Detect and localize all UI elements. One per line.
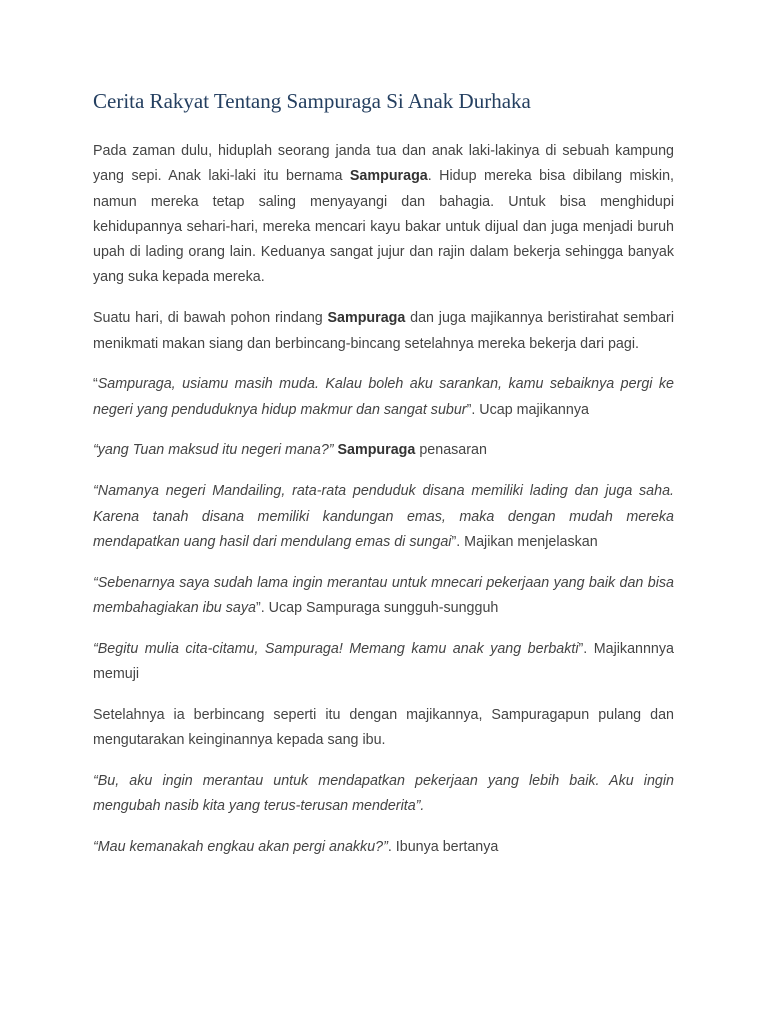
paragraph-6-dialogue: “Sebenarnya saya sudah lama ingin merantau untuk mnecari pekerjaan yang baik dan bisa membahagiakan ibu saya xyxy=(93,574,674,616)
paragraph-5-attribution: ”. Majikan menjelaskan xyxy=(451,533,598,550)
paragraph-4-text-c: penasaran xyxy=(415,442,487,459)
paragraph-4-name-bold: Sampuraga xyxy=(333,442,416,459)
paragraph-10-dialogue: “Mau kemanakah engkau akan pergi anakku?” xyxy=(93,839,388,856)
paragraph-5-dialogue: “Namanya negeri Mandailing, rata-rata penduduk disana memiliki lading dan juga saha. Karena tanah disana memiliki kandungan emas, maka dengan mudah mereka mendapatkan uang hasil dari mendulang emas di sungai xyxy=(93,483,674,550)
document-page xyxy=(93,88,674,876)
paragraph-1-name-bold: Sampuraga xyxy=(349,168,428,185)
paragraph-10-attribution: . Ibunya bertanya xyxy=(387,839,499,856)
paragraph-3 xyxy=(93,372,674,423)
paragraph-3-open-quote: “ xyxy=(93,376,98,393)
paragraph-6-attribution: ”. Ucap Sampuraga sungguh-sungguh xyxy=(255,599,499,616)
paragraph-3-dialogue: Sampuraga, usiamu masih muda. Kalau boleh aku sarankan, kamu sebaiknya pergi ke negeri yang penduduknya hidup makmur dan sangat subur xyxy=(93,376,674,418)
paragraph-2-text-a: Suatu hari, di bawah pohon rindang xyxy=(93,310,328,327)
paragraph-3-attribution: ”. Ucap majikannya xyxy=(466,401,589,418)
paragraph-2-name-bold: Sampuraga xyxy=(327,310,406,327)
paragraph-4 xyxy=(93,438,674,463)
paragraph-7 xyxy=(93,637,674,688)
paragraph-4-dialogue: “yang Tuan maksud itu negeri mana?” xyxy=(93,442,334,459)
paragraph-7-dialogue: “Begitu mulia cita-citamu, Sampuraga! Memang kamu anak yang berbakti xyxy=(93,640,579,657)
paragraph-5 xyxy=(93,479,674,555)
paragraph-2 xyxy=(93,306,674,357)
paragraph-1-text-c: . Hidup mereka bisa dibilang miskin, namun mereka tetap saling menyayangi dan bahagia. Untuk bisa menghidupi kehidupannya sehari-hari, mereka mencari kayu bakar untuk dijual dan juga menjadi buruh upah di lading orang lain. Keduanya sangat jujur dan rajin dalam bekerja sehingga banyak yang suka kepada mereka. xyxy=(93,168,674,286)
paragraph-7-attribution: ”. Majikannnya memuji xyxy=(93,640,674,683)
story-title: Cerita Rakyat Tentang Sampuraga Si Anak Durhaka xyxy=(93,89,531,113)
paragraph-8: Setelahnya ia berbincang seperti itu dengan majikannya, Sampuragapun pulang dan mengutarakan keinginannya kepada sang ibu. xyxy=(93,706,674,749)
paragraph-1 xyxy=(93,139,674,291)
paragraph-2-text-c: dan juga majikannya beristirahat sembari menikmati makan siang dan berbincang-bincang setelahnya mereka bekerja dari pagi. xyxy=(93,310,674,352)
paragraph-9-dialogue: “Bu, aku ingin merantau untuk mendapatkan pekerjaan yang lebih baik. Aku ingin mengubah nasib kita yang terus-terusan menderita”. xyxy=(93,772,674,815)
paragraph-10 xyxy=(93,835,674,860)
paragraph-1-text-a: Pada zaman dulu, hiduplah seorang janda tua dan anak laki-lakinya di sebuah kampung yang sepi. Anak laki-laki itu bernama xyxy=(93,143,674,185)
paragraph-6 xyxy=(93,571,674,622)
paragraph-9 xyxy=(93,769,674,820)
